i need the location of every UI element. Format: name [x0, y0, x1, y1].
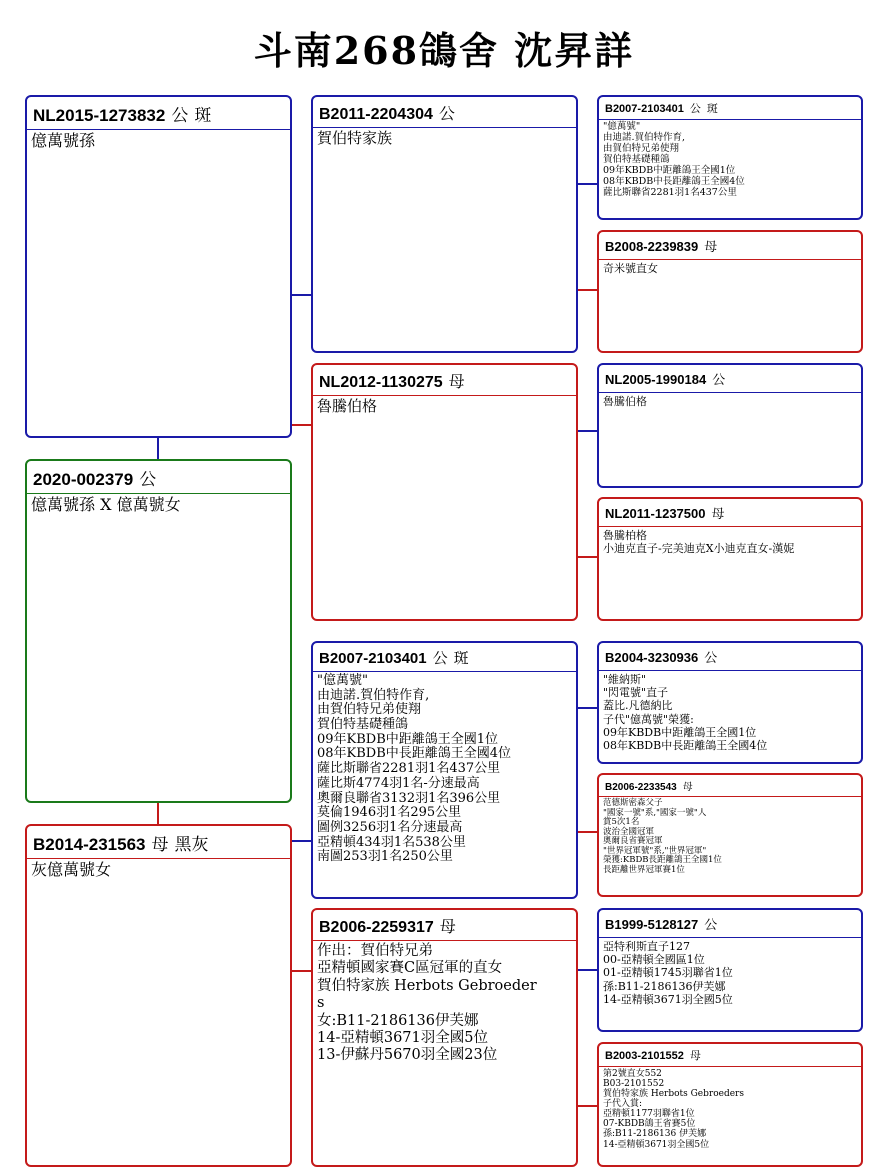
dam-dam-notes: [313, 941, 576, 1067]
connector-line: [577, 1105, 597, 1107]
note-line: 女:B11-2186136伊芙娜: [317, 1012, 479, 1029]
sex-label: 母: [689, 1049, 701, 1062]
note-line: 榮獲:KBDB長距離鴿王全國1位: [603, 855, 722, 866]
connector-line: [291, 294, 311, 296]
note-line: 賀伯特家族 Herbots Gebroeder: [317, 977, 537, 994]
sex-label: 母: [682, 782, 693, 793]
note-line: 賀伯特家族 Herbots Gebroeders: [603, 1089, 744, 1100]
connector-line: [577, 430, 597, 432]
sire-sire-header: [313, 97, 576, 128]
note-line: "億萬號": [603, 121, 641, 132]
sd-dam-header: [599, 499, 861, 527]
connector-line: [157, 802, 159, 825]
ds-dam-card: [597, 773, 863, 897]
note-line: 億萬號孫 X 億萬號女: [31, 495, 181, 514]
connector-line: [577, 183, 597, 185]
dam-sire-header: [313, 643, 576, 672]
note-line: s: [317, 995, 325, 1012]
note-line: 魯騰柏格: [603, 529, 647, 542]
sire-dam-header: [313, 365, 576, 396]
note-line: 01-亞精頓1745羽聯省1位: [603, 966, 733, 980]
ds-sire-card: [597, 641, 863, 764]
sire-notes: [27, 130, 290, 152]
connector-line: [577, 289, 597, 291]
note-line: 由賀伯特兄弟使翔: [317, 702, 422, 718]
note-line: 孫:B11-2186136伊芙娜: [603, 979, 726, 993]
subject-card: [25, 459, 292, 803]
sex-label: 公: [704, 651, 718, 666]
note-line: 小迪克直子-完美迪克X小迪克直女-漢妮: [603, 542, 795, 556]
sex-label: 母: [439, 917, 456, 936]
note-line: B03-2101552: [603, 1079, 665, 1090]
connector-line: [577, 831, 597, 833]
connector-line: [291, 424, 311, 426]
dam-card: [25, 824, 292, 1167]
note-line: 08年KBDB中長距離鴿王全國4位: [603, 738, 768, 752]
sire-sire-card: [311, 95, 578, 353]
note-line: 薩比斯聯省2281羽1名437公里: [317, 761, 501, 777]
note-line: 莫倫1946羽1名295公里: [317, 805, 462, 821]
note-line: 薩比斯聯省2281羽1名437公里: [603, 186, 737, 198]
ring-number: B2007-2103401: [319, 650, 427, 667]
note-line: 賀伯特基礎種鴿: [317, 717, 409, 733]
ring-number: B2011-2204304: [319, 106, 433, 123]
note-line: 由迪諾.賀伯特作育,: [317, 687, 430, 703]
note-line: 奧爾良聯省3132羽1名396公里: [317, 790, 501, 806]
note-line: 孫:B11-2186136 伊芙娜: [603, 1129, 707, 1140]
dam-header: [27, 826, 290, 859]
ss-dam-notes: [599, 260, 861, 277]
note-line: 09年KBDB中距離鴿王全國1位: [317, 731, 499, 747]
note-line: 奇米號直女: [603, 262, 658, 275]
dam-sire-notes: [313, 672, 576, 867]
dam-dam-header: [313, 910, 576, 941]
ring-number: B2008-2239839: [605, 239, 699, 254]
ring-number: B2014-231563: [33, 835, 146, 854]
dd-dam-notes: [599, 1067, 861, 1152]
note-line: 13-伊蘇丹5670羽全國23位: [317, 1047, 498, 1064]
dam-dam-card: [311, 908, 578, 1167]
note-line: 亞精頓1177羽聯省1位: [603, 1109, 695, 1120]
note-line: "維納斯": [603, 673, 647, 686]
note-line: 亞精頓434羽1名538公里: [317, 834, 466, 850]
ring-number: NL2012-1130275: [319, 374, 443, 391]
connector-line: [577, 969, 597, 971]
ring-number: B2007-2103401: [605, 103, 684, 115]
connector-line: [157, 437, 159, 460]
note-line: 范德斯密森父子: [603, 798, 663, 808]
ring-number: B2006-2233543: [605, 782, 677, 793]
ring-number: 2020-002379: [33, 470, 134, 489]
ds-sire-header: [599, 643, 861, 671]
connector-line: [577, 556, 597, 558]
ss-sire-card: [597, 95, 863, 220]
sire-sire-notes: [313, 128, 576, 149]
connector-line: [291, 840, 311, 842]
sire-header: [27, 97, 290, 130]
subject-header: [27, 461, 290, 494]
connector-line: [291, 970, 311, 972]
dd-dam-header: [599, 1044, 861, 1067]
ring-number: B2004-3230936: [605, 650, 699, 665]
sex-label: 公: [438, 104, 455, 123]
color-label: 斑: [453, 649, 469, 667]
note-line: 第2號直女552: [603, 1069, 662, 1079]
note-line: 08年KBDB中長距離鴿王全國4位: [603, 175, 745, 187]
note-line: 薩比斯4774羽1名-分速最高: [317, 775, 480, 791]
dd-dam-card: [597, 1042, 863, 1167]
dam-notes: [27, 859, 290, 881]
color-label: 斑: [194, 106, 212, 126]
note-line: 灰億萬號女: [31, 860, 112, 879]
note-line: 由迪諾.賀伯特作育,: [603, 131, 686, 143]
note-line: 億萬號孫: [31, 131, 96, 150]
note-line: 賞5次1名: [603, 817, 640, 828]
note-line: 14-亞精頓3671羽全國5位: [603, 992, 733, 1006]
note-line: 子代入賞:: [603, 1099, 643, 1110]
sex-label: 公: [171, 106, 189, 126]
note-line: 00-亞精頓全國區1位: [603, 953, 705, 967]
ring-number: NL2011-1237500: [605, 506, 706, 521]
color-label: 黑灰: [174, 835, 209, 855]
note-line: 08年KBDB中長距離鴿王全國4位: [317, 746, 512, 762]
note-line: 波治全國冠軍: [603, 826, 655, 837]
sex-label: 公: [704, 918, 718, 933]
sire-card: [25, 95, 292, 438]
note-line: 魯騰伯格: [317, 397, 378, 415]
note-line: "國家一號"系,"國家一號"人: [603, 807, 707, 818]
ring-number: B1999-5128127: [605, 917, 699, 932]
sd-dam-card: [597, 497, 863, 621]
sex-label: 公: [689, 102, 701, 115]
page-title: 斗南268鴿舍 沈昇詳: [253, 28, 635, 73]
ds-dam-notes: [599, 797, 861, 877]
note-line: 亞精頓國家賽C區冠軍的直女: [317, 960, 503, 977]
note-line: 子代"億萬號"榮獲:: [603, 712, 694, 726]
connector-line: [577, 707, 597, 709]
note-line: 賀伯特家族: [317, 129, 393, 147]
note-line: "億萬號": [317, 673, 368, 688]
dd-sire-header: [599, 910, 861, 938]
note-line: 長距離世界冠軍賽1位: [603, 864, 685, 875]
sex-label: 公: [139, 470, 157, 490]
sex-label: 公: [712, 373, 726, 388]
note-line: 由賀伯特兄弟使翔: [603, 142, 680, 154]
sd-sire-header: [599, 365, 861, 393]
ss-dam-card: [597, 230, 863, 353]
note-line: 作出：賀伯特兄弟: [317, 943, 433, 959]
note-line: "閃電號"直子: [603, 686, 669, 700]
ring-number: B2006-2259317: [319, 919, 434, 936]
note-line: 蓋比.凡德納比: [603, 699, 673, 713]
note-line: 09年KBDB中距離鴿王全國1位: [603, 725, 757, 739]
color-label: 斑: [706, 102, 718, 115]
dam-sire-card: [311, 641, 578, 899]
sex-label: 母: [711, 507, 725, 522]
note-line: "世界冠軍號"系,"世界冠軍": [603, 845, 707, 856]
sex-label: 母: [151, 835, 169, 855]
sex-label: 母: [448, 372, 465, 391]
sire-dam-card: [311, 363, 578, 621]
ring-number: NL2005-1990184: [605, 372, 707, 387]
note-line: 奧爾良省賽冠軍: [603, 836, 663, 847]
dd-sire-card: [597, 908, 863, 1032]
note-line: 賀伯特基礎種鴿: [603, 153, 670, 165]
sd-sire-notes: [599, 393, 861, 410]
note-line: 09年KBDB中距離鴿王全國1位: [603, 164, 736, 176]
ss-sire-header: [599, 97, 861, 120]
note-line: 圖例3256羽1名分速最高: [317, 819, 463, 835]
subject-notes: [27, 494, 290, 516]
note-line: 14-亞精頓3671羽全國5位: [603, 1139, 710, 1150]
ring-number: B2003-2101552: [605, 1050, 684, 1062]
ring-number: NL2015-1273832: [33, 106, 166, 125]
note-line: 魯騰伯格: [603, 395, 647, 408]
ss-sire-notes: [599, 120, 861, 200]
note-line: 14-亞精頓3671羽全國5位: [317, 1029, 488, 1046]
ds-sire-notes: [599, 671, 861, 754]
sd-sire-card: [597, 363, 863, 488]
note-line: 07-KBDB鴿王省賽5位: [603, 1119, 696, 1130]
note-line: 南圖253羽1名250公里: [317, 849, 453, 865]
sire-dam-notes: [313, 396, 576, 417]
sex-label: 公: [432, 649, 448, 667]
ds-dam-header: [599, 775, 861, 797]
sd-dam-notes: [599, 527, 861, 557]
ss-dam-header: [599, 232, 861, 260]
sex-label: 母: [704, 240, 718, 255]
note-line: 亞特利斯直子127: [603, 940, 690, 953]
dd-sire-notes: [599, 938, 861, 1008]
